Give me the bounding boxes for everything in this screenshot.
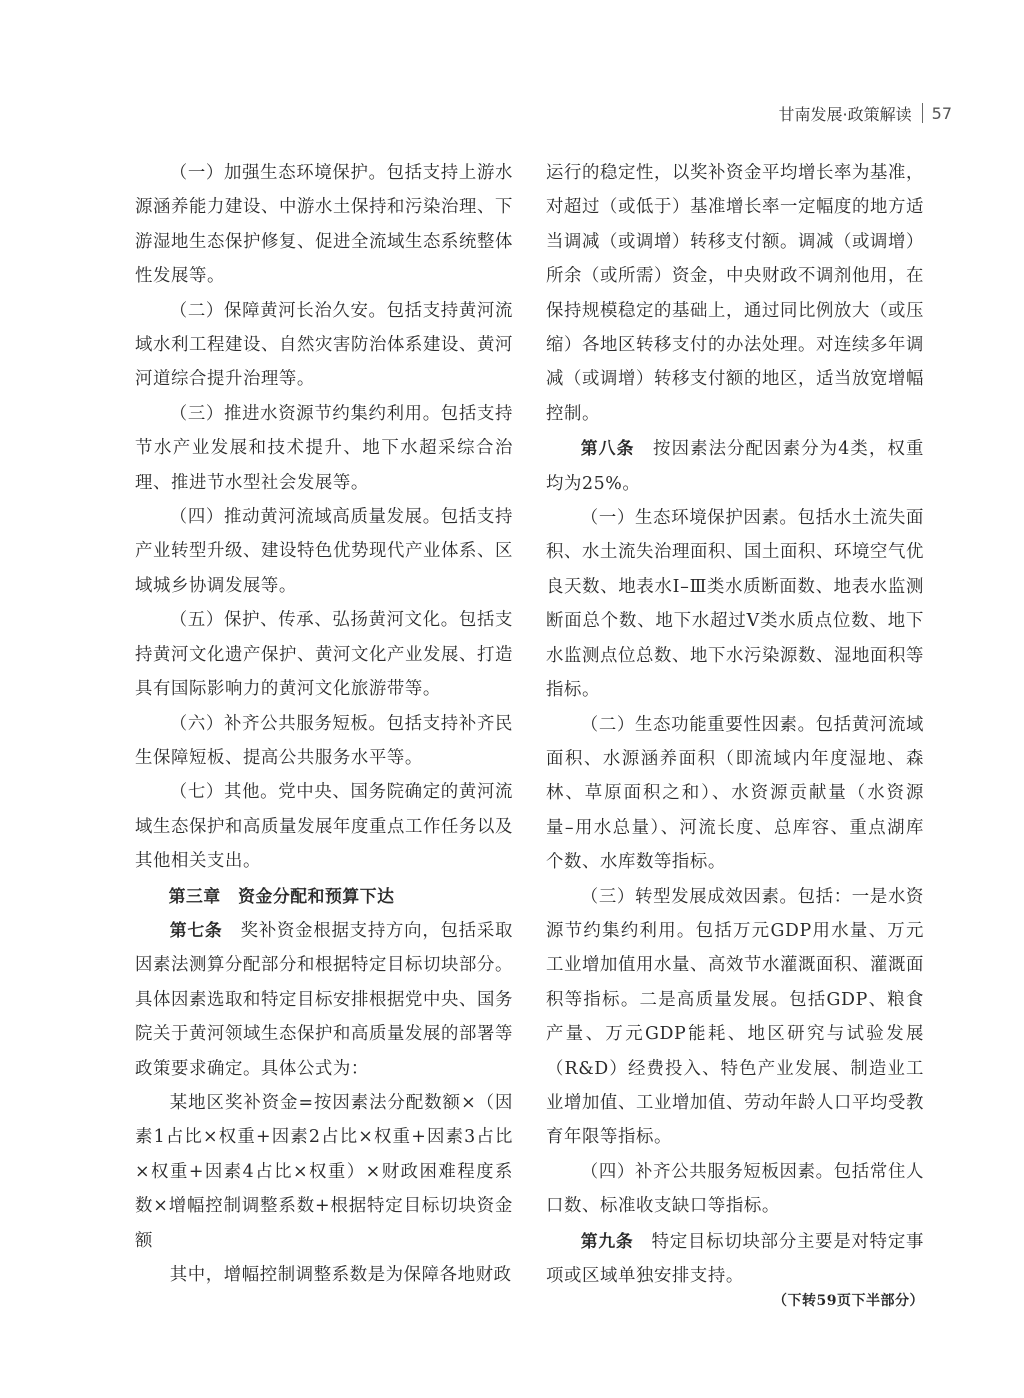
allocation-formula: 某地区奖补资金=按因素法分配数额×（因素1占比×权重+因素2占比×权重+因素3占比×权重+因素4占比×权重）×财政困难程度系数×增幅控制调整系数+根据特定目标切块资金额 xyxy=(135,1092,513,1251)
factor-transformation: （三）转型发展成效因素。包括：一是水资源节约集约利用。包括万元GDP用水量、万元工业增加值用水量、高效节水灌溉面积、灌溉面积等指标。二是高质量发展。包括GDP、粮食产量、万元GDP能耗、地区研究与试验发展（R&D）经费投入、特色产业发展、制造业工业增加值、工业增加值、劳动年龄人口平均受教育年限等指标。 xyxy=(546,886,924,1148)
paragraph-high-quality-development: （四）推动黄河流域高质量发展。包括支持产业转型升级、建设特色优势现代产业体系、区域城乡协调发展等。 xyxy=(135,507,513,596)
page-number: 57 xyxy=(931,103,952,123)
article-8 xyxy=(546,431,924,501)
paragraph-growth-control-continued: 运行的稳定性，以奖补资金平均增长率为基准，对超过（或低于）基准增长率一定幅度的地方适当调减（或调增）转移支付额。调减（或调增）所余（或所需）资金，中央财政不调剂他用，在保持规模稳定的基础上，通过同比例放大（或压缩）各地区转移支付的办法处理。对连续多年调减（或调增）转移支付额的地区，适当放宽增幅控制。 xyxy=(546,163,924,424)
paragraph-water-saving: （三）推进水资源节约集约利用。包括支持节水产业发展和技术提升、地下水超采综合治理、推进节水型社会发展等。 xyxy=(135,403,513,493)
article-9-text: 特定目标切块部分主要是对特定事项或区域单独安排支持。 xyxy=(546,1231,924,1286)
paragraph-yellow-river-culture: （五）保护、传承、弘扬黄河文化。包括支持黄河文化遗产保护、黄河文化产业发展、打造具有国际影响力的黄河文化旅游带等。 xyxy=(135,610,513,700)
article-7-lead: 第七条 xyxy=(169,919,223,940)
article-8-lead: 第八条 xyxy=(580,438,635,459)
continued-on-note: （下转59页下半部分） xyxy=(773,1293,924,1309)
running-head xyxy=(779,99,952,127)
factor-public-services: （四）补齐公共服务短板因素。包括常住人口数、标准收支缺口等指标。 xyxy=(546,1161,924,1217)
paragraph-yellow-river-safety: （二）保障黄河长治久安。包括支持黄河流域水利工程建设、自然灾害防治体系建设、黄河河道综合提升治理等。 xyxy=(135,300,513,390)
chapter-heading: 第三章 资金分配和预算下达 xyxy=(168,885,395,906)
factor-ecology: （一）生态环境保护因素。包括水土流失面积、水土流失治理面积、国土面积、环境空气优良天数、地表水Ⅰ–Ⅲ类水质断面数、地表水监测断面总个数、地下水超过Ⅴ类水质点位数、地下水监测点位总数、地下水污染源数、湿地面积等指标。 xyxy=(546,508,924,701)
article-9 xyxy=(546,1224,924,1294)
paragraph-other: （七）其他。党中央、国务院确定的黄河流域生态保护和高质量发展年度重点工作任务以及其他相关支出。 xyxy=(135,782,513,872)
running-head-divider xyxy=(922,103,923,123)
paragraph-growth-control: 其中，增幅控制调整系数是为保障各地财政 xyxy=(169,1265,512,1285)
article-8-text: 按因素法分配因素分为4类，权重均为25%。 xyxy=(546,439,924,494)
paragraph-public-services: （六）补齐公共服务短板。包括支持补齐民生保障短板、提高公共服务水平等。 xyxy=(135,713,513,768)
left-column xyxy=(135,156,513,1292)
paragraph-ecology-protection: （一）加强生态环境保护。包括支持上游水源涵养能力建设、中游水土保持和污染治理、下游湿地生态保护修复、促进全流域生态系统整体性发展等。 xyxy=(135,163,513,287)
article-7-text: 奖补资金根据支持方向，包括采取因素法测算分配部分和根据特定目标切块部分。具体因素选取和特定目标安排根据党中央、国务院关于黄河领域生态保护和高质量发展的部署等政策要求确定。具体公式为： xyxy=(135,920,513,1079)
article-7 xyxy=(135,913,513,1086)
article-9-lead: 第九条 xyxy=(580,1230,634,1251)
running-head-title: 甘南发展·政策解读 xyxy=(778,104,912,124)
right-column xyxy=(546,156,924,1293)
factor-ecological-function: （二）生态功能重要性因素。包括黄河流域面积、水源涵养面积（即流域内年度湿地、森林、草原面积之和）、水资源贡献量（水资源量–用水总量）、河流长度、总库容、重点湖库个数、水库数等指标。 xyxy=(546,714,924,873)
